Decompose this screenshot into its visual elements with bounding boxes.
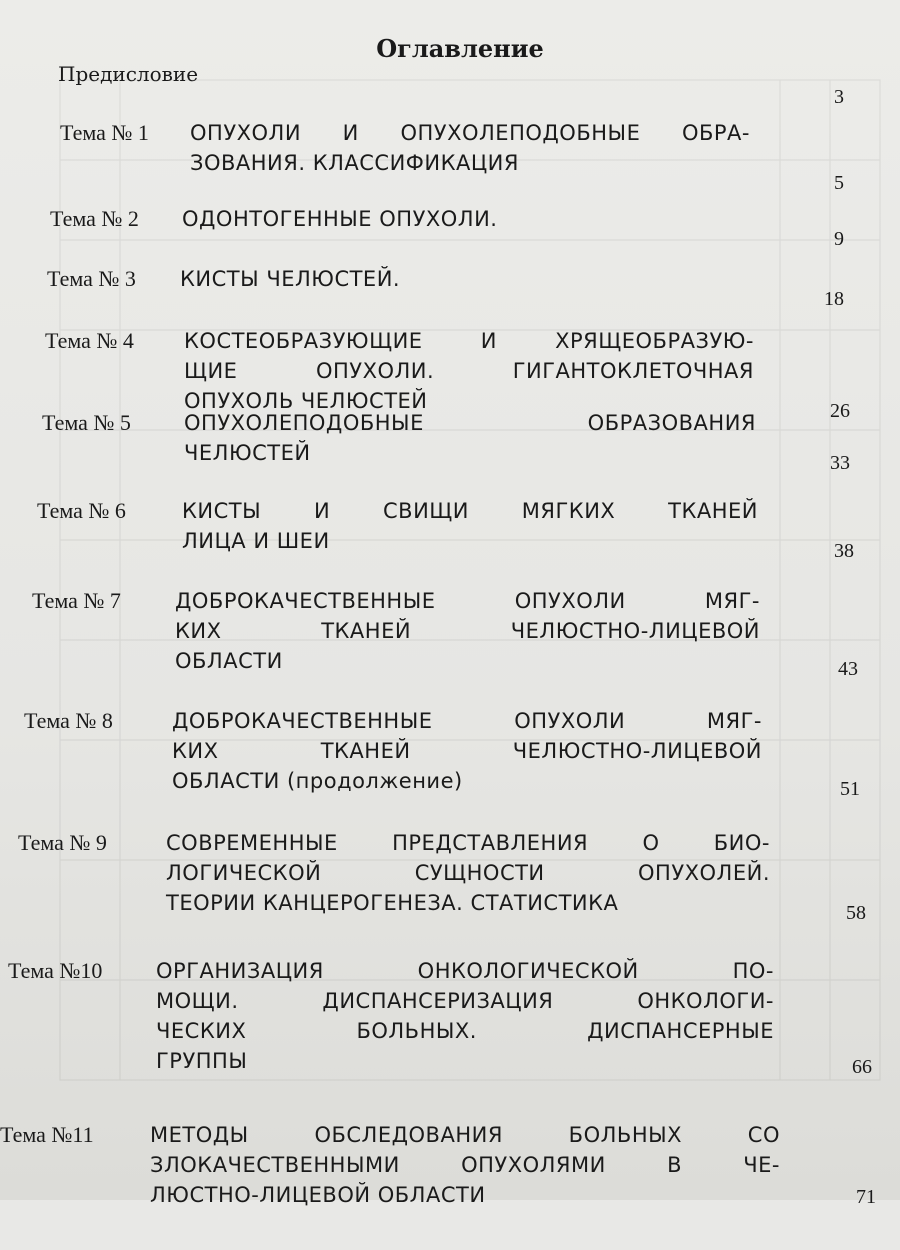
toc-entry-title-line: КИСТЫ И СВИЩИ МЯГКИХ ТКАНЕЙ xyxy=(182,499,758,523)
toc-entry-page: 9 xyxy=(834,228,844,250)
toc-entry-title-line: ОПУХОЛЕПОДОБНЫЕ ОБРАЗОВАНИЯ xyxy=(184,411,756,435)
toc-entry-label: Тема № 9 xyxy=(18,830,107,855)
toc-entry-title xyxy=(156,956,774,1076)
toc-entry-label: Тема №11 xyxy=(0,1122,94,1147)
toc-entry-page: 58 xyxy=(846,902,866,924)
toc-entry-title-line: МОЩИ. ДИСПАНСЕРИЗАЦИЯ ОНКОЛОГИ- xyxy=(156,989,774,1013)
toc-entry xyxy=(0,956,900,1116)
toc-entry-title xyxy=(182,204,742,234)
toc-entry-label: Тема №10 xyxy=(8,958,103,983)
toc-entry-title xyxy=(175,586,760,676)
toc-entry-title xyxy=(172,706,762,796)
toc-entry-label: Тема № 4 xyxy=(45,328,134,353)
toc-heading: Оглавление xyxy=(376,34,544,63)
toc-preface-label: Предисловие xyxy=(58,62,199,86)
toc-entry xyxy=(0,118,900,218)
toc-entry-page: 26 xyxy=(830,400,850,422)
toc-entry-title-line: ТЕОРИИ КАНЦЕРОГЕНЕЗА. СТАТИСТИКА xyxy=(166,891,619,915)
toc-entry-label: Тема № 7 xyxy=(32,588,121,613)
toc-entry-title-line: ОРГАНИЗАЦИЯ ОНКОЛОГИЧЕСКОЙ ПО- xyxy=(156,959,774,983)
toc-entry-page: 43 xyxy=(838,658,858,680)
toc-entry-label: Тема № 2 xyxy=(50,206,139,231)
toc-entry xyxy=(0,706,900,836)
toc-entry xyxy=(0,1120,900,1250)
toc-entry-title-line: ЗЛОКАЧЕСТВЕННЫМИ ОПУХОЛЯМИ В ЧЕ- xyxy=(150,1153,780,1177)
toc-entry-page: 18 xyxy=(824,288,844,310)
toc-entry-title-line: ДОБРОКАЧЕСТВЕННЫЕ ОПУХОЛИ МЯГ- xyxy=(175,589,760,613)
toc-entry-title-line: ГРУППЫ xyxy=(156,1049,248,1073)
toc-entry-title-line: ЗОВАНИЯ. КЛАССИФИКАЦИЯ xyxy=(190,151,519,175)
toc-entry-page: 5 xyxy=(834,172,844,194)
toc-entry xyxy=(0,496,900,596)
toc-entry-title-line: ОПУХОЛЬ ЧЕЛЮСТЕЙ xyxy=(184,389,428,413)
toc-entry-title-line: ДОБРОКАЧЕСТВЕННЫЕ ОПУХОЛИ МЯГ- xyxy=(172,709,762,733)
toc-entry-title-line: КИХ ТКАНЕЙ ЧЕЛЮСТНО-ЛИЦЕВОЙ xyxy=(172,739,762,763)
toc-entry-label: Тема № 1 xyxy=(60,120,149,145)
toc-entry-page: 51 xyxy=(840,778,860,800)
toc-entry-title xyxy=(150,1120,780,1210)
toc-entry-title xyxy=(190,118,750,178)
toc-entry-title-line: КИХ ТКАНЕЙ ЧЕЛЮСТНО-ЛИЦЕВОЙ xyxy=(175,619,760,643)
toc-entry-title-line: ЩИЕ ОПУХОЛИ. ГИГАНТОКЛЕТОЧНАЯ xyxy=(184,359,754,383)
toc-entry-title-line: ЛОГИЧЕСКОЙ СУЩНОСТИ ОПУХОЛЕЙ. xyxy=(166,861,770,885)
toc-entry-title-line: ОБЛАСТИ (продолжение) xyxy=(172,769,463,793)
toc-entry-title-line: ОБЛАСТИ xyxy=(175,649,283,673)
toc-entry-page: 66 xyxy=(852,1056,872,1078)
toc-entry-title xyxy=(184,326,754,416)
toc-entry-title-line: КОСТЕОБРАЗУЮЩИЕ И ХРЯЩЕОБРАЗУЮ- xyxy=(184,329,754,353)
toc-entry-title-line: ОДОНТОГЕННЫЕ ОПУХОЛИ. xyxy=(182,207,498,231)
toc-entry-page: 38 xyxy=(834,540,854,562)
toc-entry xyxy=(0,408,900,508)
toc-entry-label: Тема № 8 xyxy=(24,708,113,733)
toc-entry-label: Тема № 6 xyxy=(37,498,126,523)
toc-entry xyxy=(0,828,900,958)
toc-entry-title-line: МЕТОДЫ ОБСЛЕДОВАНИЯ БОЛЬНЫХ СО xyxy=(150,1123,780,1147)
toc-entry xyxy=(0,264,900,334)
toc-entry-label: Тема № 3 xyxy=(47,266,136,291)
toc-entry-title-line: СОВРЕМЕННЫЕ ПРЕДСТАВЛЕНИЯ О БИО- xyxy=(166,831,770,855)
toc-entry-page: 71 xyxy=(856,1186,876,1208)
toc-entry-title-line: ЧЕЛЮСТЕЙ xyxy=(184,441,311,465)
toc-entry-title-line: КИСТЫ ЧЕЛЮСТЕЙ. xyxy=(180,267,401,291)
toc-entry-title xyxy=(184,408,756,468)
toc-entry-title-line: ОПУХОЛИ И ОПУХОЛЕПОДОБНЫЕ ОБРА- xyxy=(190,121,750,145)
toc-entry-title xyxy=(180,264,740,294)
toc-entry xyxy=(0,586,900,716)
toc-entry-title-line: ЛЮСТНО-ЛИЦЕВОЙ ОБЛАСТИ xyxy=(150,1183,486,1207)
toc-entry-label: Тема № 5 xyxy=(42,410,131,435)
toc-entry-title-line: ЛИЦА И ШЕИ xyxy=(182,529,330,553)
toc-entry-title xyxy=(166,828,770,918)
toc-entry-title-line: ЧЕСКИХ БОЛЬНЫХ. ДИСПАНСЕРНЫЕ xyxy=(156,1019,774,1043)
toc-entry-title xyxy=(182,496,758,556)
toc-preface-page: 3 xyxy=(834,86,844,108)
toc-entry-page: 33 xyxy=(830,452,850,474)
